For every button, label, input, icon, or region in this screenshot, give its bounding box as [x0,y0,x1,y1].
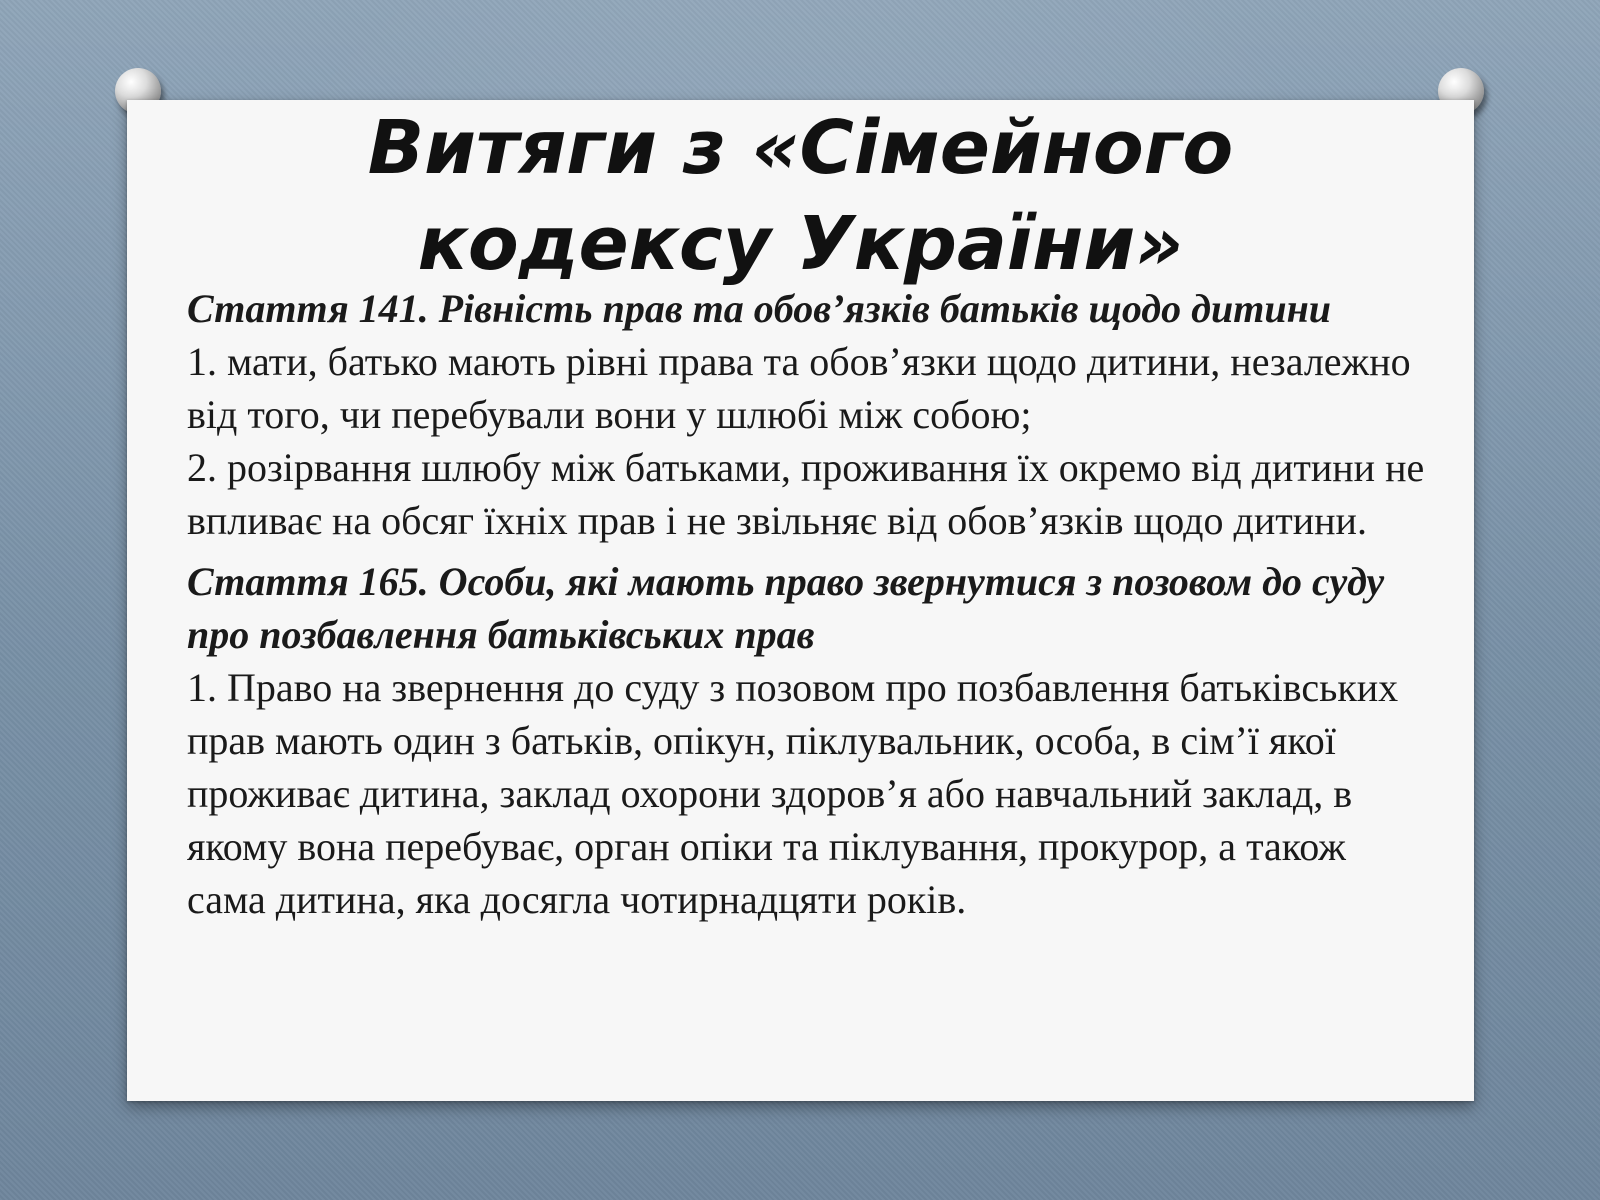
article-paragraph: 1. Право на звернення до суду з позовом про позбавлення батьківських прав мають один з батьків, опікун, піклувальник, особа, в сім’ї якої проживає дитина, заклад охорони здоров’я або навчальний заклад, в якому вона перебуває, орган опіки та піклування, прокурор, а також сама дитина, яка досягла чотирнадцяти років. [187,665,1399,922]
slide-content [187,282,1427,926]
slide-title [127,100,1474,292]
title-line-1: Витяги з «Сімейного [367,105,1234,191]
article-141 [187,282,1427,547]
paper-sheet [127,100,1474,1101]
article-paragraph: 2. розірвання шлюбу між батьками, проживання їх окремо від дитини не впливає на обсяг їхніх прав і не звільняє від обов’язків щодо дитини. [187,445,1425,543]
article-165 [187,555,1427,926]
article-heading: Стаття 141. Рівність прав та обов’язків батьків щодо дитини [187,286,1332,331]
article-paragraph: 1. мати, батько мають рівні права та обов’язки щодо дитини, незалежно від того, чи перебували вони у шлюбі між собою; [187,339,1411,437]
article-heading: Стаття 165. Особи, які мають право звернутися з позовом до суду про позбавлення батьківських прав [187,559,1385,657]
title-line-2: кодексу України» [417,201,1184,287]
